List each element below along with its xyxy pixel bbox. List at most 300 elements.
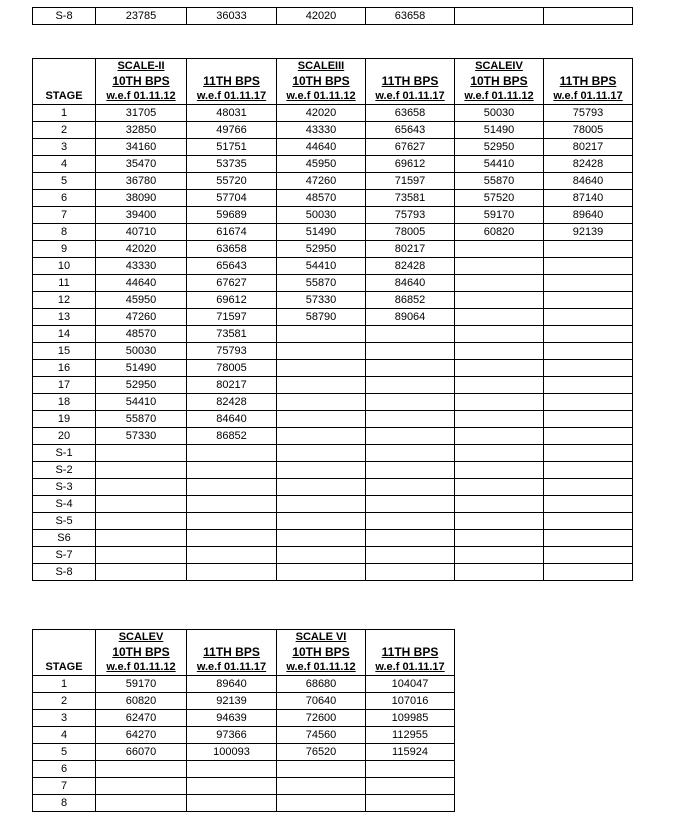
header-row-bps <box>33 645 455 660</box>
value-cell: 57330 <box>96 428 187 445</box>
column-header: 10TH BPS <box>96 645 187 660</box>
value-cell <box>544 428 633 445</box>
value-cell <box>96 547 187 564</box>
value-cell: 52950 <box>277 241 366 258</box>
value-cell: 59170 <box>96 676 187 693</box>
stage-cell: S-3 <box>33 479 96 496</box>
value-cell: 69612 <box>366 156 455 173</box>
value-cell: 55720 <box>187 173 277 190</box>
value-cell <box>366 428 455 445</box>
value-cell: 50030 <box>277 207 366 224</box>
value-cell <box>277 530 366 547</box>
value-cell <box>277 513 366 530</box>
value-cell: 71597 <box>187 309 277 326</box>
value-cell: 61674 <box>187 224 277 241</box>
value-cell <box>187 513 277 530</box>
stage-cell: S-2 <box>33 462 96 479</box>
column-subheader: w.e.f 01.11.17 <box>366 89 455 105</box>
column-subheader: w.e.f 01.11.12 <box>455 89 544 105</box>
value-cell: 57330 <box>277 292 366 309</box>
value-cell <box>544 360 633 377</box>
value-cell: 78005 <box>187 360 277 377</box>
value-cell: 55870 <box>96 411 187 428</box>
value-cell <box>544 377 633 394</box>
value-cell: 57704 <box>187 190 277 207</box>
table-row <box>33 394 633 411</box>
value-cell: 74560 <box>277 727 366 744</box>
value-cell <box>366 411 455 428</box>
value-cell: 44640 <box>277 139 366 156</box>
value-cell <box>455 564 544 581</box>
value-cell <box>277 445 366 462</box>
value-cell <box>455 496 544 513</box>
table-row <box>33 258 633 275</box>
stage-cell: S-8 <box>33 564 96 581</box>
value-cell <box>544 275 633 292</box>
value-cell: 36780 <box>96 173 187 190</box>
table-row <box>33 173 633 190</box>
value-cell: 80217 <box>366 241 455 258</box>
value-cell <box>187 564 277 581</box>
table-row <box>33 8 633 25</box>
value-cell <box>455 360 544 377</box>
table-row <box>33 360 633 377</box>
value-cell: 84640 <box>366 275 455 292</box>
stage-cell: 8 <box>33 224 96 241</box>
value-cell: 78005 <box>366 224 455 241</box>
value-cell: 109985 <box>366 710 455 727</box>
top-partial-table <box>32 7 633 25</box>
value-cell: 55870 <box>455 173 544 190</box>
value-cell: 42020 <box>277 105 366 122</box>
value-cell: 82428 <box>187 394 277 411</box>
table-row <box>33 190 633 207</box>
stage-cell: 3 <box>33 710 96 727</box>
table-row <box>33 513 633 530</box>
column-subheader: w.e.f 01.11.17 <box>187 660 277 676</box>
value-cell: 84640 <box>187 411 277 428</box>
value-cell <box>544 547 633 564</box>
value-cell <box>96 513 187 530</box>
value-cell: 49766 <box>187 122 277 139</box>
value-cell: 23785 <box>96 8 187 25</box>
value-cell <box>187 445 277 462</box>
value-cell: 78005 <box>544 122 633 139</box>
value-cell <box>455 513 544 530</box>
value-cell: 66070 <box>96 744 187 761</box>
value-cell <box>366 445 455 462</box>
value-cell: 60820 <box>455 224 544 241</box>
value-cell: 47260 <box>277 173 366 190</box>
value-cell: 75793 <box>544 105 633 122</box>
value-cell: 73581 <box>366 190 455 207</box>
column-subheader: w.e.f 01.11.12 <box>96 89 187 105</box>
value-cell: 100093 <box>187 744 277 761</box>
value-cell <box>277 326 366 343</box>
value-cell <box>277 411 366 428</box>
table-row <box>33 292 633 309</box>
value-cell <box>544 309 633 326</box>
table-row <box>33 105 633 122</box>
stage-cell: S-8 <box>33 8 96 25</box>
stage-cell: 14 <box>33 326 96 343</box>
value-cell: 50030 <box>455 105 544 122</box>
scale-title <box>187 59 277 75</box>
table-row <box>33 479 633 496</box>
pay-scale-table-ii-iv <box>32 58 633 581</box>
value-cell: 62470 <box>96 710 187 727</box>
table-row <box>33 224 633 241</box>
stage-cell: 4 <box>33 156 96 173</box>
column-subheader: w.e.f 01.11.12 <box>277 89 366 105</box>
table-row <box>33 241 633 258</box>
value-cell <box>544 8 633 25</box>
value-cell: 75793 <box>366 207 455 224</box>
value-cell <box>544 462 633 479</box>
value-cell: 80217 <box>187 377 277 394</box>
value-cell <box>455 479 544 496</box>
value-cell: 65643 <box>187 258 277 275</box>
stage-cell: 13 <box>33 309 96 326</box>
value-cell: 54410 <box>96 394 187 411</box>
value-cell: 55870 <box>277 275 366 292</box>
value-cell <box>366 326 455 343</box>
value-cell: 92139 <box>187 693 277 710</box>
table-row <box>33 530 633 547</box>
value-cell <box>544 411 633 428</box>
column-header: 10TH BPS <box>277 645 366 660</box>
stage-cell: 6 <box>33 190 96 207</box>
value-cell <box>366 513 455 530</box>
stage-cell: S-7 <box>33 547 96 564</box>
value-cell <box>366 795 455 812</box>
value-cell: 64270 <box>96 727 187 744</box>
value-cell <box>366 394 455 411</box>
column-subheader: w.e.f 01.11.12 <box>277 660 366 676</box>
value-cell <box>96 479 187 496</box>
value-cell <box>277 394 366 411</box>
value-cell: 42020 <box>96 241 187 258</box>
column-subheader: w.e.f 01.11.17 <box>366 660 455 676</box>
value-cell: 70640 <box>277 693 366 710</box>
value-cell: 51751 <box>187 139 277 156</box>
column-header: 11TH BPS <box>366 645 455 660</box>
lower-table-body <box>33 676 455 812</box>
scale-title: SCALE-II <box>96 59 187 75</box>
header-row-bps <box>33 74 633 89</box>
value-cell: 43330 <box>277 122 366 139</box>
stage-cell: 18 <box>33 394 96 411</box>
value-cell <box>277 377 366 394</box>
stage-cell: 17 <box>33 377 96 394</box>
value-cell <box>277 343 366 360</box>
value-cell: 89640 <box>544 207 633 224</box>
value-cell: 67627 <box>366 139 455 156</box>
value-cell <box>277 547 366 564</box>
value-cell: 94639 <box>187 710 277 727</box>
value-cell <box>455 326 544 343</box>
scale-title <box>187 630 277 646</box>
value-cell <box>277 564 366 581</box>
value-cell: 84640 <box>544 173 633 190</box>
stage-cell: 15 <box>33 343 96 360</box>
column-subheader: w.e.f 01.11.17 <box>187 89 277 105</box>
value-cell <box>96 795 187 812</box>
value-cell: 75793 <box>187 343 277 360</box>
value-cell: 47260 <box>96 309 187 326</box>
scale-title: SCALEV <box>96 630 187 646</box>
value-cell <box>455 377 544 394</box>
stage-header: STAGE <box>33 59 96 105</box>
value-cell <box>455 530 544 547</box>
column-header: 10TH BPS <box>277 74 366 89</box>
value-cell <box>96 778 187 795</box>
table-row <box>33 428 633 445</box>
stage-cell: 5 <box>33 173 96 190</box>
header-row-scales <box>33 59 633 75</box>
table-row <box>33 778 455 795</box>
value-cell <box>366 377 455 394</box>
scale-title <box>544 59 633 75</box>
column-header: 11TH BPS <box>544 74 633 89</box>
column-subheader: w.e.f 01.11.17 <box>544 89 633 105</box>
stage-cell: 2 <box>33 693 96 710</box>
value-cell: 42020 <box>277 8 366 25</box>
value-cell: 39400 <box>96 207 187 224</box>
value-cell: 80217 <box>544 139 633 156</box>
value-cell <box>187 496 277 513</box>
value-cell: 35470 <box>96 156 187 173</box>
value-cell <box>544 326 633 343</box>
value-cell <box>455 428 544 445</box>
value-cell <box>455 258 544 275</box>
value-cell: 71597 <box>366 173 455 190</box>
header-row-dates <box>33 660 455 676</box>
stage-cell: S-5 <box>33 513 96 530</box>
table-row <box>33 139 633 156</box>
pay-scale-table-v-vi <box>32 629 455 812</box>
value-cell: 76520 <box>277 744 366 761</box>
value-cell: 59689 <box>187 207 277 224</box>
value-cell: 44640 <box>96 275 187 292</box>
value-cell: 86852 <box>187 428 277 445</box>
value-cell <box>96 761 187 778</box>
stage-cell: 9 <box>33 241 96 258</box>
stage-cell: 11 <box>33 275 96 292</box>
value-cell: 65643 <box>366 122 455 139</box>
value-cell <box>277 496 366 513</box>
header-row-dates <box>33 89 633 105</box>
value-cell: 82428 <box>366 258 455 275</box>
value-cell: 104047 <box>366 676 455 693</box>
stage-cell: 2 <box>33 122 96 139</box>
value-cell: 32850 <box>96 122 187 139</box>
value-cell: 45950 <box>277 156 366 173</box>
value-cell: 73581 <box>187 326 277 343</box>
value-cell <box>544 513 633 530</box>
table-row <box>33 445 633 462</box>
value-cell: 52950 <box>455 139 544 156</box>
scale-title <box>366 59 455 75</box>
stage-cell: 12 <box>33 292 96 309</box>
value-cell: 34160 <box>96 139 187 156</box>
table-row <box>33 547 633 564</box>
value-cell <box>366 530 455 547</box>
value-cell <box>366 343 455 360</box>
value-cell: 97366 <box>187 727 277 744</box>
stage-cell: 7 <box>33 778 96 795</box>
value-cell: 48570 <box>277 190 366 207</box>
value-cell <box>455 275 544 292</box>
value-cell: 58790 <box>277 309 366 326</box>
table-row <box>33 411 633 428</box>
value-cell: 63658 <box>366 105 455 122</box>
value-cell <box>455 309 544 326</box>
value-cell: 92139 <box>544 224 633 241</box>
value-cell: 67627 <box>187 275 277 292</box>
header-row-scales <box>33 630 455 646</box>
stage-cell: 4 <box>33 727 96 744</box>
value-cell <box>544 258 633 275</box>
table-row <box>33 693 455 710</box>
value-cell <box>277 479 366 496</box>
stage-cell: 1 <box>33 676 96 693</box>
scale-title: SCALEIV <box>455 59 544 75</box>
value-cell: 72600 <box>277 710 366 727</box>
value-cell <box>366 360 455 377</box>
value-cell <box>277 360 366 377</box>
value-cell <box>277 428 366 445</box>
value-cell: 31705 <box>96 105 187 122</box>
value-cell: 51490 <box>277 224 366 241</box>
stage-cell: 16 <box>33 360 96 377</box>
value-cell <box>366 496 455 513</box>
value-cell <box>277 795 366 812</box>
value-cell: 51490 <box>455 122 544 139</box>
value-cell: 87140 <box>544 190 633 207</box>
value-cell: 115924 <box>366 744 455 761</box>
value-cell <box>187 547 277 564</box>
stage-cell: 7 <box>33 207 96 224</box>
value-cell: 54410 <box>455 156 544 173</box>
table-row <box>33 207 633 224</box>
table-row <box>33 275 633 292</box>
column-header: 11TH BPS <box>366 74 455 89</box>
stage-cell: 5 <box>33 744 96 761</box>
value-cell: 60820 <box>96 693 187 710</box>
value-cell <box>544 241 633 258</box>
value-cell: 82428 <box>544 156 633 173</box>
table-row <box>33 326 633 343</box>
table-row <box>33 795 455 812</box>
value-cell: 59170 <box>455 207 544 224</box>
table-row <box>33 727 455 744</box>
column-header: 11TH BPS <box>187 74 277 89</box>
value-cell <box>187 530 277 547</box>
value-cell: 38090 <box>96 190 187 207</box>
value-cell <box>366 479 455 496</box>
column-subheader: w.e.f 01.11.12 <box>96 660 187 676</box>
table-row <box>33 122 633 139</box>
value-cell <box>187 778 277 795</box>
value-cell <box>544 479 633 496</box>
value-cell <box>455 241 544 258</box>
value-cell: 69612 <box>187 292 277 309</box>
value-cell <box>96 496 187 513</box>
table-row <box>33 761 455 778</box>
value-cell: 43330 <box>96 258 187 275</box>
value-cell: 52950 <box>96 377 187 394</box>
value-cell <box>455 547 544 564</box>
stage-cell: 6 <box>33 761 96 778</box>
stage-cell: 1 <box>33 105 96 122</box>
value-cell: 112955 <box>366 727 455 744</box>
value-cell: 53735 <box>187 156 277 173</box>
column-header: 11TH BPS <box>187 645 277 660</box>
value-cell: 86852 <box>366 292 455 309</box>
value-cell <box>96 530 187 547</box>
table-row <box>33 156 633 173</box>
value-cell <box>366 761 455 778</box>
value-cell <box>455 411 544 428</box>
value-cell: 54410 <box>277 258 366 275</box>
main-table-body <box>33 105 633 581</box>
column-header: 10TH BPS <box>96 74 187 89</box>
stage-cell: 8 <box>33 795 96 812</box>
value-cell <box>455 462 544 479</box>
value-cell: 89640 <box>187 676 277 693</box>
stage-cell: S6 <box>33 530 96 547</box>
table-row <box>33 343 633 360</box>
value-cell <box>366 564 455 581</box>
value-cell <box>187 761 277 778</box>
value-cell <box>455 292 544 309</box>
value-cell <box>187 479 277 496</box>
stage-cell: 3 <box>33 139 96 156</box>
table-row <box>33 377 633 394</box>
stage-cell: 20 <box>33 428 96 445</box>
stage-cell: S-1 <box>33 445 96 462</box>
value-cell: 63658 <box>187 241 277 258</box>
value-cell <box>277 462 366 479</box>
value-cell: 36033 <box>187 8 277 25</box>
value-cell <box>544 445 633 462</box>
scale-title: SCALEIII <box>277 59 366 75</box>
value-cell: 57520 <box>455 190 544 207</box>
value-cell <box>366 462 455 479</box>
value-cell: 50030 <box>96 343 187 360</box>
value-cell <box>544 564 633 581</box>
table-row <box>33 710 455 727</box>
value-cell: 48031 <box>187 105 277 122</box>
value-cell: 89064 <box>366 309 455 326</box>
value-cell: 51490 <box>96 360 187 377</box>
value-cell <box>544 496 633 513</box>
column-header: 10TH BPS <box>455 74 544 89</box>
value-cell: 107016 <box>366 693 455 710</box>
value-cell <box>187 795 277 812</box>
value-cell <box>277 778 366 795</box>
value-cell: 48570 <box>96 326 187 343</box>
value-cell <box>455 343 544 360</box>
value-cell: 40710 <box>96 224 187 241</box>
stage-cell: 10 <box>33 258 96 275</box>
value-cell <box>544 530 633 547</box>
value-cell <box>544 292 633 309</box>
scale-title: SCALE VI <box>277 630 366 646</box>
table-row <box>33 309 633 326</box>
table-row <box>33 462 633 479</box>
